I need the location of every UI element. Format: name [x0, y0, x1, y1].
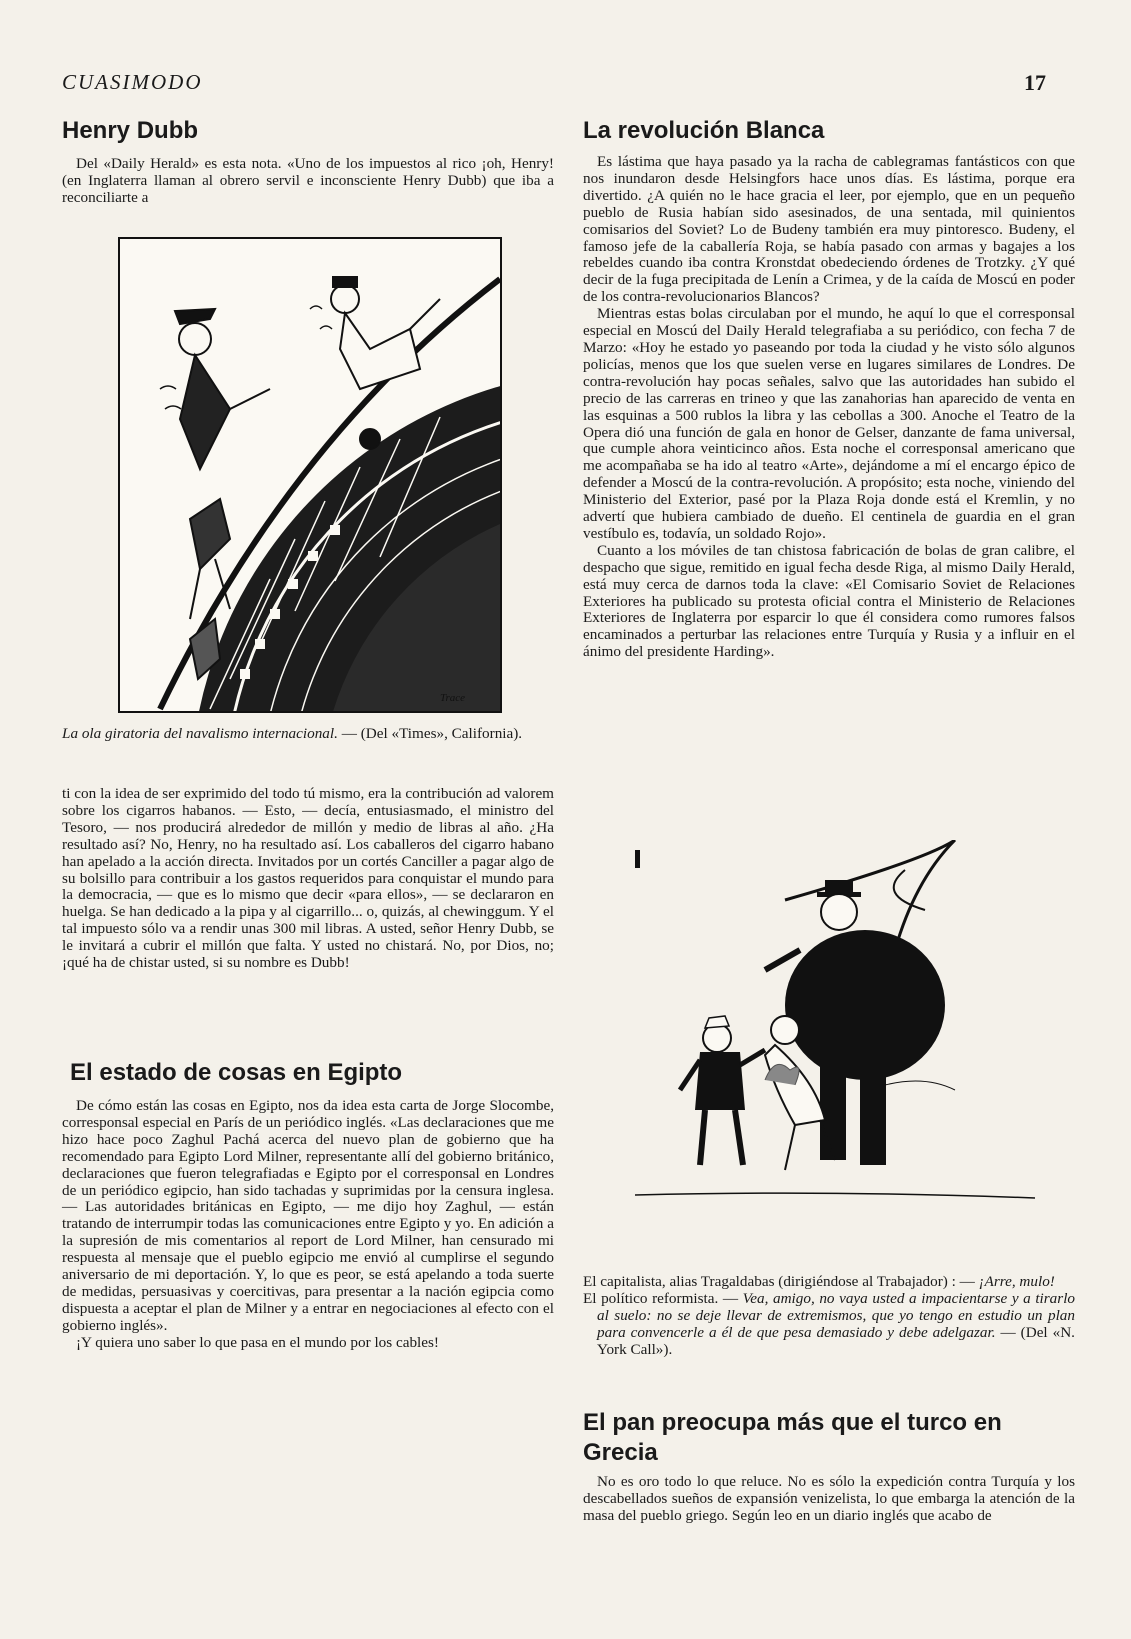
henry-dubb-intro: Del «Daily Herald» es esta nota. «Uno de los impuestos al rico ¡oh, Henry! (en Inglaterra llaman al obrero servil e inconsciente Henry Dubb) que iba a reconciliarte a: [62, 155, 554, 206]
grecia-paragraph-1: No es oro todo lo que reluce. No es sólo la expedición contra Turquía y los descabellados sueños de expansión venizelista, lo que embarga la atención de la masa del pueblo griego. Según leo en un diario inglés que acabo de: [583, 1473, 1075, 1524]
henry-dubb-continuation: ti con la idea de ser exprimido del todo tú mismo, era la contribución ad valorem sobre los cigarros habanos. — Esto, — decía, entusiasmado, el ministro del Tesoro, — nos producirá alrededor de millón y medio de libras al año. ¿Ha resultado así? No, Henry, no ha resultado así. Los caballeros del cigarro habano han apelado a la acción directa. Invitados por un cortés Canciller a pagar algo de su bolsillo para contribuir a los gastos requeridos para conquistar el mundo para la democracia, — que es lo mismo que decir «para ellos», — se declararon en huelga. Se han dedicado a la pipa y al cigarrillo... o, quizás, al chewinggum. Y el tal impuesto sólo va a rendir unas 300 mil libras. A usted, señor Henry Dubb, se le invitará a cubrir el millón que falta. Y usted no chistará. No, por Dios, no; ¡qué ha de chistar usted, si su nombre es Dubb!: [62, 785, 554, 972]
egipto-article: [62, 1058, 554, 1352]
caption-reformist-speaker: El político reformista. —: [583, 1289, 743, 1307]
henry-dubb-article: [62, 116, 554, 207]
caption-reformist-quote: Vea, amigo, no vaya usted a impacientarse y a tirarlo al suelo: no se deje llevar de extremismos, que yo tengo en estudio un plan para convencerle a él de que pesa demasiado y debe adelgazar.: [597, 1289, 1076, 1341]
caption-capitalist-line: [583, 1273, 1075, 1291]
cartoon-naval-wheel: [118, 237, 502, 713]
revolucion-paragraph-2: Mientras estas bolas circulaban por el mundo, he aquí lo que el corresponsal especial en Moscú del Daily Herald telegrafiaba a su periódico, con fecha 7 de Marzo: «Hoy he estado yo paseando por toda la ciudad y he visto sólo algunos policías, menos que los que suelen verse en lugares similares de Londres. De contra-revolución hay pocas señales, salvo que las autoridades han subido el precio de las carreras en trineo y que las zanahorias han aparecido de venta en las esquinas a 500 rublos la libra y las cebollas a 300. Anoche el Teatro de la Opera dió una función de gala en honor de Gelser, danzante de fama universal, que cumple ahora veinticinco años. Esta noche el corresponsal americano que me acompañaba se ha ido al teatro «Arte», dejándome a mí el encargo épico de defender a Moscú de la contra-revolución. A propósito; esta noche, viniendo del Ministerio del Exterior, pasé por la Plaza Roja donde está el Kremlin, y no advertí que hubiera cambiado de dueño. El centinela de guardia en el gran vestíbulo es, todavía, un soldado Rojo».: [583, 305, 1075, 542]
egipto-title: El estado de cosas en Egipto: [70, 1059, 403, 1086]
magazine-title: CUASIMODO: [62, 70, 203, 94]
cartoon-capitalist: [625, 840, 1045, 1260]
grecia-title: El pan preocupa más que el turco en Grecia: [583, 1409, 1002, 1466]
caption-reformist-line: [583, 1289, 1076, 1359]
egipto-paragraph-1: De cómo están las cosas en Egipto, nos da idea esta carta de Jorge Slocombe, corresponsal especial en París de un periódico inglés. «Las declaraciones que me hizo hace poco Zaghul Pachá acerca del nuevo plan de gobierno que ha recomendado para Egipto Lord Milner, representante allí del gobierno británico, declaraciones que fueron telegrafiadas e Egipto por el corresponsal en Londres de un periódico egipcio, han sido tachadas y suprimidas por la censura inglesa. — Las autoridades británicas en Egipto, — me dijo hoy Zaghul, — están tratando de interrumpir todas las comunicaciones entre Egipto y yo. En adición a la supresión de mis comentarios al report de Lord Milner, han censurado mi respuesta al mensaje que el pueblo egipcio me envió al cumplirse el segundo aniversario de mi deportación. Y, lo que es peor, se está apelando a toda suerte de medidas, persuasivas y coercitivas, para presentar a la nación egipcia como dispuesta a aceptar el plan de Milner y a entrar en negociaciones al efecto con el gobierno inglés».: [62, 1097, 554, 1334]
cartoon-naval-wheel-drawing: [120, 239, 500, 711]
svg-text:Trace: Trace: [440, 692, 466, 704]
revolucion-paragraph-1: Es lástima que haya pasado ya la racha de cablegramas fantásticos con que nos inundaron desde Helsingfors hace unos días. Es lástima, porque era divertido. ¿A quién no le hace gracia el leer, por ejemplo, que en un pequeño pueblo de Rusia habían sido asesinados, de una sentada, mil quinientos comisarios del Soviet? Lo de Budeny también era muy pintoresco. Budeny, el famoso jefe de la caballería Roja, se había pasado con armas y bagajes a los rebeldes cuando iba contra Kronstdat obedeciendo órdenes de Trotzky. ¿Y qué decir de la fuga precipitada de Lenín a Crimea, y de la caída de Moscú en poder de los contra-revolucionarios Blancos?: [583, 153, 1075, 306]
egipto-paragraph-2: ¡Y quiera uno saber lo que pasa en el mundo por los cables!: [76, 1333, 439, 1351]
henry-dubb-continuation-block: [62, 786, 554, 972]
caption-source: — (Del «Times», California).: [337, 725, 523, 742]
revolucion-paragraph-3: Cuanto a los móviles de tan chistosa fabricación de bolas de gran calibre, el despacho que sigue, remitido en igual fecha desde Riga, al mismo Daily Herald, está muy cerca de darnos toda la clave: «El Comisario Soviet de Relaciones Exteriores ha publicado su protesta oficial contra el Ministerio de Relaciones Exteriores de Inglaterra por esparcir lo que él considera como rumores falsos encaminados a perturbar las relaciones entre Turquía y Rusia y a influir en el ánimo del presidente Harding».: [583, 541, 1075, 661]
cartoon-capitalist-drawing: [625, 840, 1045, 1260]
page-number: 17: [1024, 70, 1046, 95]
caption-capitalist-speaker: El capitalista, alias Tragaldabas (dirigiéndose al Trabajador) : —: [583, 1273, 979, 1290]
grecia-article: [583, 1408, 1075, 1525]
caption-line: [62, 725, 554, 743]
caption-italic: La ola giratoria del navalismo internacional.: [62, 725, 338, 742]
revolucion-article: [583, 116, 1075, 661]
revolucion-title: La revolución Blanca: [583, 117, 825, 144]
caption-capitalist-quote: ¡Arre, mulo!: [978, 1273, 1055, 1290]
caption-reformist-source: — (Del «N. York Call»).: [597, 1323, 1075, 1358]
henry-dubb-title: Henry Dubb: [62, 117, 199, 144]
cartoon-capitalist-caption: [583, 1274, 1075, 1359]
cartoon-naval-caption: [62, 725, 554, 743]
